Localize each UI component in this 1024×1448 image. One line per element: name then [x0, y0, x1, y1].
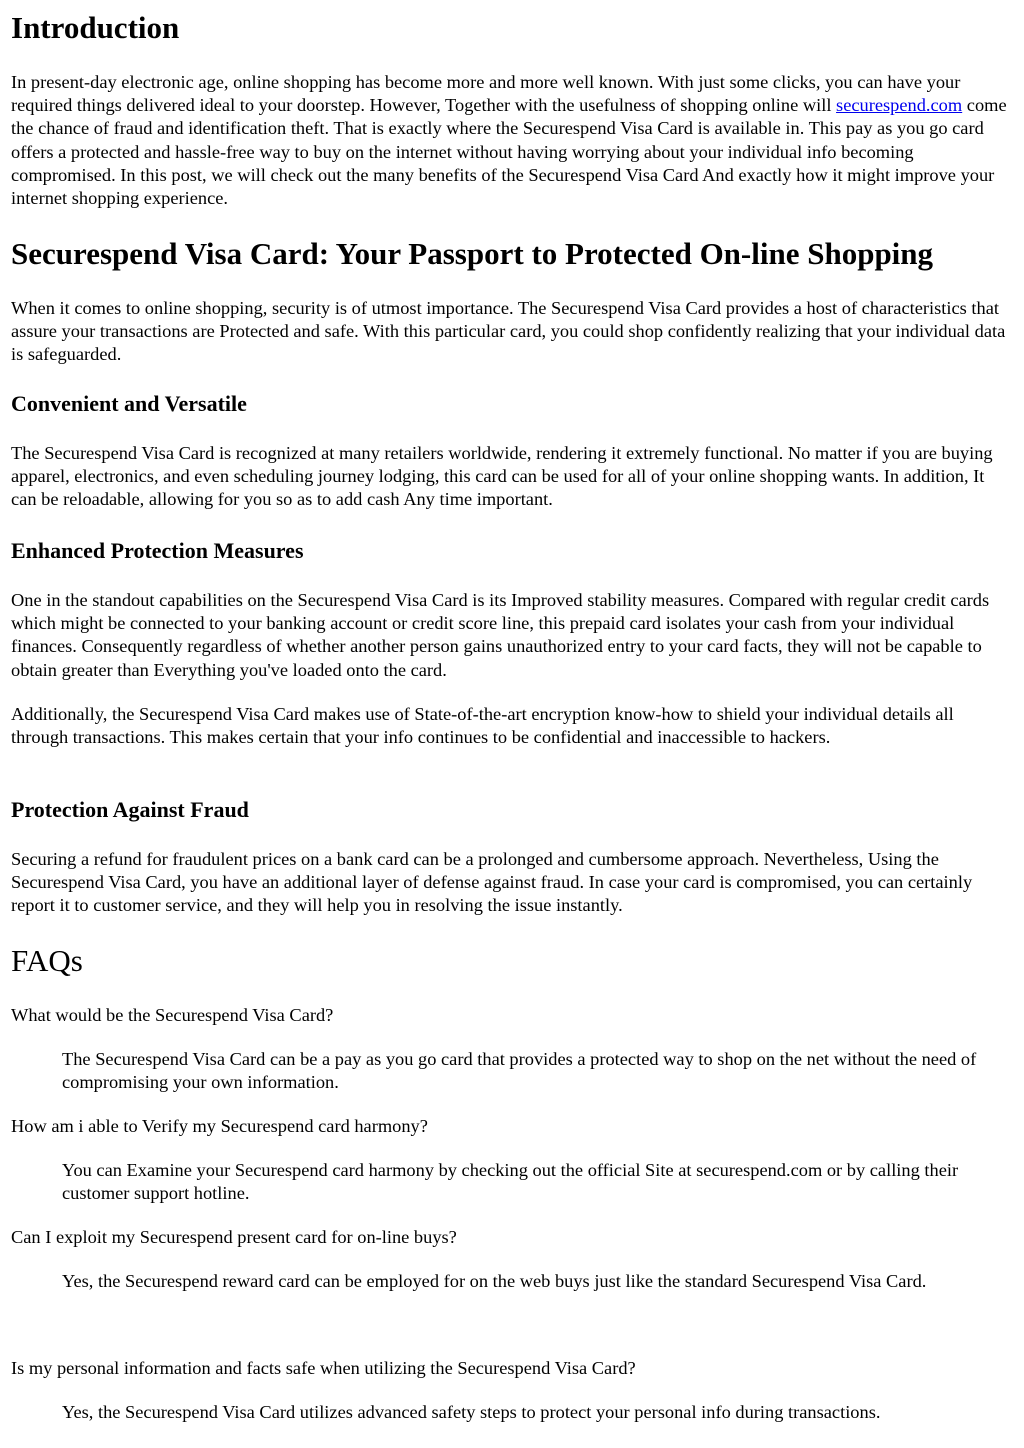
faq-question: Is my personal information and facts safe when utilizing the Securespend Visa Card?	[11, 1358, 636, 1378]
protection-paragraph-1: One in the standout capabilities on the Securespend Visa Card is its Improved stability measures. Compared with regular credit cards which might be connected to your banking account or credit score line, this prepaid card isolates your cash from your individual finances. Consequently regardless of whether another person gains unauthorized entry to your card facts, they will not be capable to obtain greater than Everything you've loaded onto the card.	[11, 590, 990, 680]
passport-paragraph: When it comes to online shopping, security is of utmost importance. The Securespend Visa Card provides a host of characteristics that assure your transactions are Protected and safe. With this particular card, you could shop confidently realizing that your individual data is safeguarded.	[11, 298, 1006, 365]
faq-answer: The Securespend Visa Card can be a pay as you go card that provides a protected way to shop on the net without the need of compromising your own information.	[62, 1049, 977, 1093]
intro-paragraph	[11, 71, 1012, 210]
faq-answer: You can Examine your Securespend card harmony by checking out the official Site at securespend.com or by calling their customer support hotline.	[62, 1160, 959, 1204]
convenient-heading: Convenient and Versatile	[11, 391, 247, 416]
passport-heading: Securespend Visa Card: Your Passport to Protected On-line Shopping	[11, 236, 934, 271]
fraud-paragraph: Securing a refund for fraudulent prices on a bank card can be a prolonged and cumbersome approach. Nevertheless, Using the Securespend Visa Card, you have an additional layer of defense against fraud. In case your card is compromised, you can certainly report it to customer service, and they will help you in resolving the issue instantly.	[11, 849, 973, 916]
intro-heading: Introduction	[11, 10, 180, 45]
faq-question: What would be the Securespend Visa Card?	[11, 1005, 334, 1025]
faq-answer: Yes, the Securespend Visa Card utilizes advanced safety steps to protect your personal info during transactions.	[62, 1402, 881, 1422]
faq-question: Can I exploit my Securespend present card for on-line buys?	[11, 1227, 457, 1247]
protection-heading: Enhanced Protection Measures	[11, 538, 304, 563]
faq-answer: Yes, the Securespend reward card can be employed for on the web buys just like the standard Securespend Visa Card.	[62, 1271, 927, 1291]
intro-text-after-link: come the chance of fraud and identification theft. That is exactly where the Securespend Visa Card is available in. This pay as you go card offers a protected and hassle-free way to buy on the internet without having worrying about your individual info becoming compromised. In this post, we will check out the many benefits of the Securespend Visa Card And exactly how it might improve your internet shopping experience.	[11, 95, 1007, 209]
convenient-paragraph: The Securespend Visa Card is recognized at many retailers worldwide, rendering it extremely functional. No matter if you are buying apparel, electronics, and even scheduling journey lodging, this card can be used for all of your online shopping wants. In addition, It can be reloadable, allowing for you so as to add cash Any time important.	[11, 443, 993, 510]
protection-paragraph-2: Additionally, the Securespend Visa Card makes use of State-of-the-art encryption know-how to shield your individual details all through transactions. This makes certain that your info continues to be confidential and inaccessible to hackers.	[11, 704, 954, 748]
securespend-link[interactable]: securespend.com	[836, 95, 963, 116]
faq-question: How am i able to Verify my Securespend card harmony?	[11, 1116, 428, 1136]
intro-text-before-link: In present-day electronic age, online shopping has become more and more well known. With just some clicks, you can have your required things delivered ideal to your doorstep. However, Together with the usefulness of shopping online will	[11, 72, 961, 116]
fraud-heading: Protection Against Fraud	[11, 797, 249, 822]
faqs-heading: FAQs	[11, 943, 83, 978]
